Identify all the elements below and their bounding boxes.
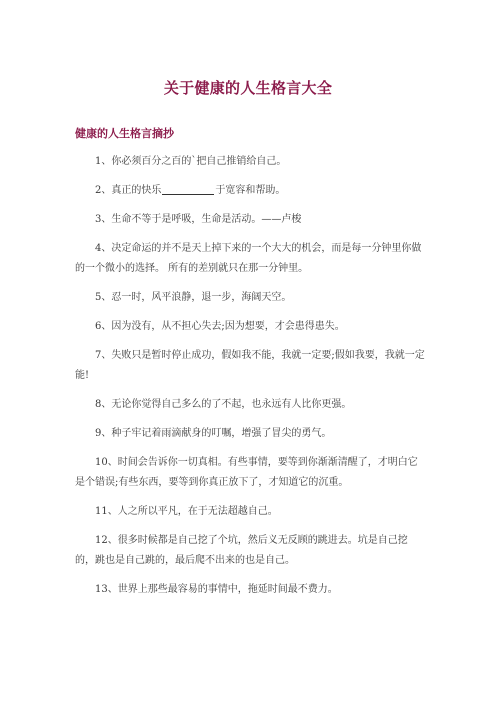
quote-item: 10、时间会告诉你一切真相。有些事情，要等到你渐渐清醒了，才明白它是个错误;有些东西，要等到你真正放下了，才知道它的沉重。 [75, 457, 418, 488]
quote-item: 3、生命不等于是呼吸，生命是活动。——卢梭 [95, 214, 302, 225]
quote-item: 1、你必须百分之百的`把自己推销给自己。 [95, 156, 287, 167]
quote-item: 13、世界上那些最容易的事情中，拖延时间最不费力。 [95, 584, 338, 595]
quote-text: 2、真正的快乐 [95, 185, 162, 196]
quote-item: 11、人之所以平凡，在于无法超越自己。 [95, 506, 278, 517]
quote-item: 7、失败只是暂时停止成功，假如我不能，我就一定要;假如我要，我就一定能! [75, 350, 425, 381]
quote-text-suffix: 于宽容和帮助。 [215, 185, 286, 196]
quote-item: 8、无论你觉得自己多么的了不起，也永远有人比你更强。 [95, 399, 352, 410]
document-title: 关于健康的人生格言大全 [163, 79, 333, 97]
quote-item-with-blank [75, 181, 425, 201]
quote-item: 12、很多时候都是自己挖了个坑，然后义无反顾的跳进去。坑是自己挖的，跳也是自己跳的，最后爬不出来的也是自己。 [75, 535, 408, 566]
quote-item: 6、因为没有，从不担心失去;因为想要，才会患得患失。 [95, 321, 345, 332]
quote-item: 4、决定命运的并不是天上掉下来的一个大大的机会，而是每一分钟里你做的一个微小的选择。 所有的差别就只在那一分钟里。 [75, 243, 422, 274]
quote-item: 9、种子牢记着雨滴献身的叮嘱，增强了冒尖的勇气。 [95, 428, 332, 439]
quote-item: 5、忍一时，风平浪静，退一步，海阔天空。 [95, 292, 292, 303]
quote-list [75, 152, 425, 609]
fill-in-blank-line [162, 182, 214, 195]
section-heading: 健康的人生格言摘抄 [75, 127, 174, 140]
